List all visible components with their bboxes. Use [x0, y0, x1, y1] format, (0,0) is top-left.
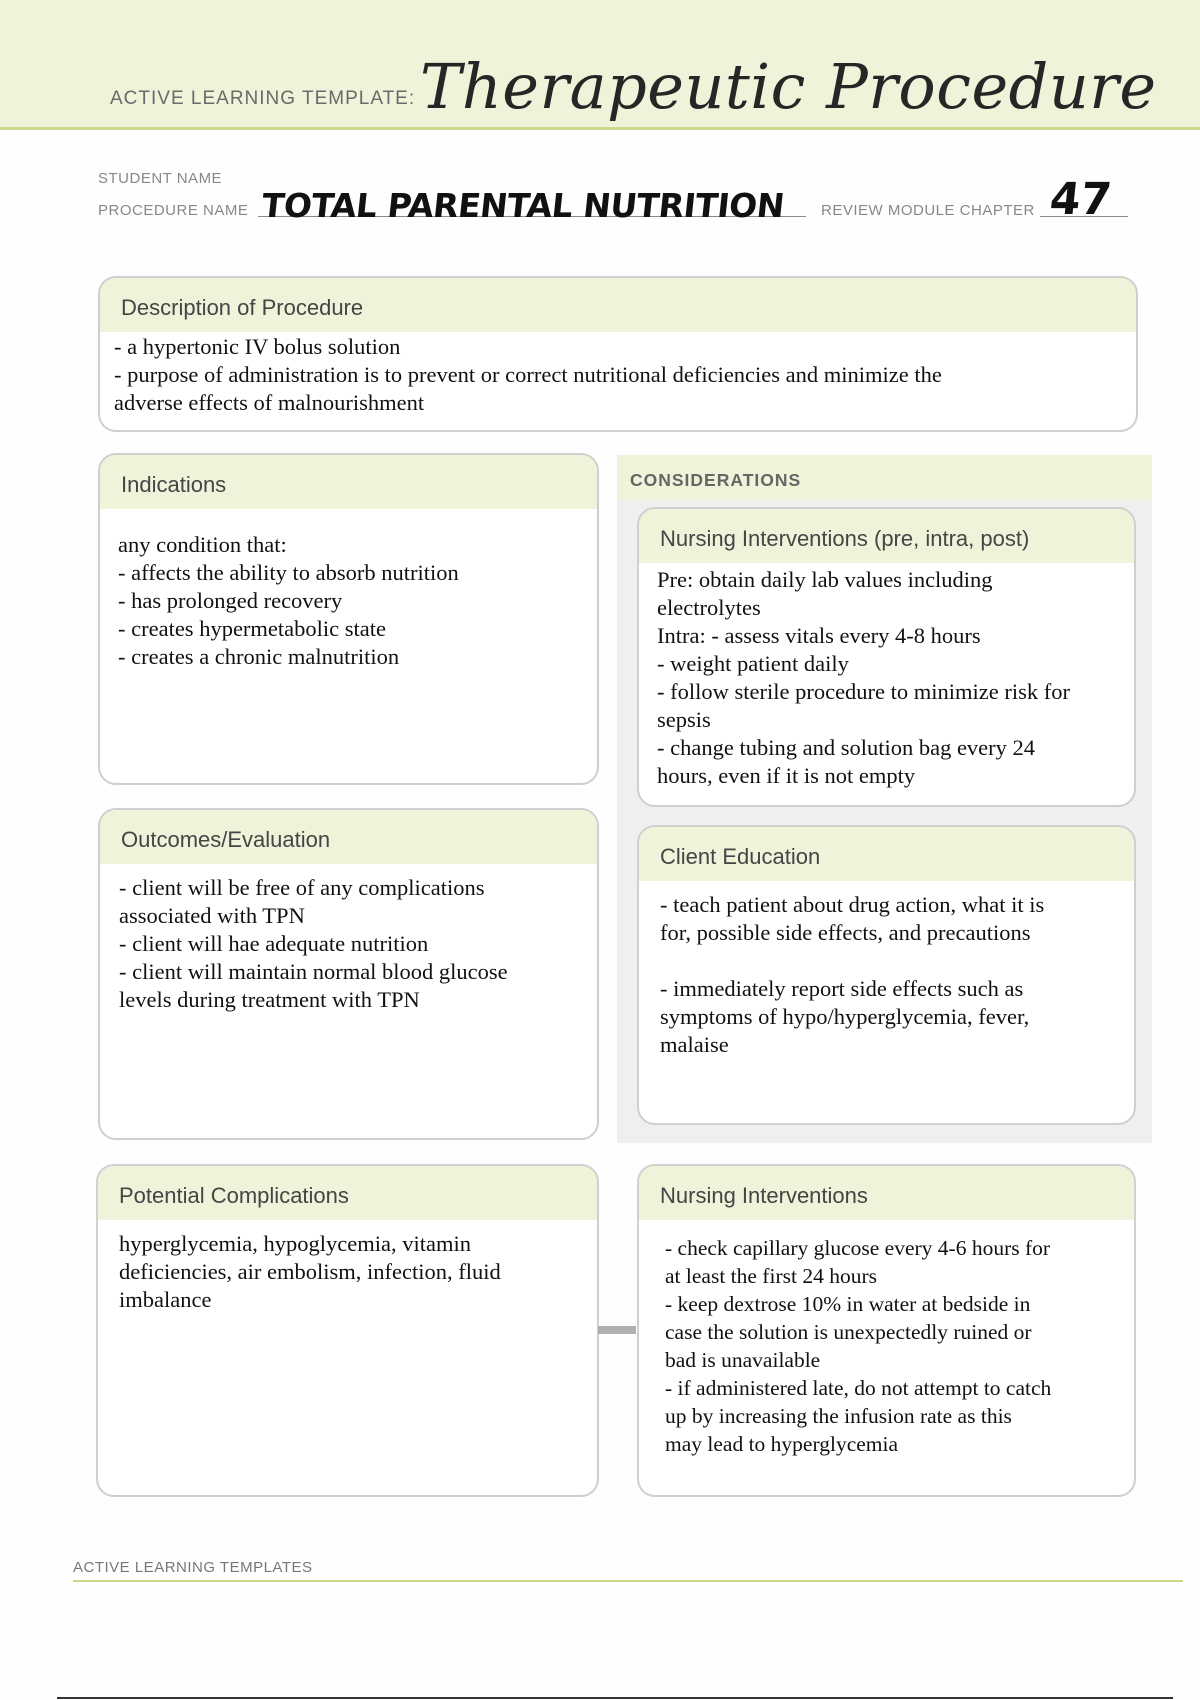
nursing-interventions-line: may lead to hyperglycemia [665, 1432, 899, 1456]
nursing-interventions-ppp-line: - weight patient daily [657, 651, 849, 676]
nursing-interventions-title: Nursing Interventions [639, 1166, 1134, 1220]
indications-line: any condition that: [118, 532, 287, 557]
indications-line: - creates a chronic malnutrition [118, 644, 400, 669]
client-education-line: malaise [660, 1032, 729, 1057]
client-education-line: - immediately report side effects such as [660, 976, 1024, 1001]
indications-line: - affects the ability to absorb nutrition [118, 560, 459, 585]
client-education-line: - teach patient about drug action, what it is [660, 892, 1045, 917]
client-education-line: for, possible side effects, and precautions [660, 920, 1031, 945]
description-line: - a hypertonic IV bolus solution [114, 334, 401, 359]
nursing-interventions-ppp-line: Intra: - assess vitals every 4-8 hours [657, 623, 981, 648]
nursing-interventions-ppp-title: Nursing Interventions (pre, intra, post) [639, 509, 1134, 563]
indications-title: Indications [100, 455, 597, 509]
nursing-interventions-ppp-line: hours, even if it is not empty [657, 763, 916, 788]
description-card [98, 276, 1138, 432]
page-title: Therapeutic Procedure [420, 50, 1157, 123]
nursing-interventions-line: - if administered late, do not attempt to catch [665, 1376, 1052, 1400]
complications-line: deficiencies, air embolism, infection, fluid [119, 1259, 501, 1284]
indications-body[interactable] [100, 509, 597, 671]
outcomes-line: levels during treatment with TPN [119, 987, 420, 1012]
procedure-name-value[interactable]: TOTAL PARENTAL NUTRITION [259, 186, 786, 225]
indications-card [98, 453, 599, 785]
nursing-interventions-line: case the solution is unexpectedly ruined or [665, 1320, 1032, 1344]
procedure-name-label: PROCEDURE NAME [98, 202, 249, 219]
template-label: ACTIVE LEARNING TEMPLATE: [110, 88, 416, 109]
indications-line: - creates hypermetabolic state [118, 616, 386, 641]
outcomes-line: - client will be free of any complications [119, 875, 485, 900]
description-body[interactable] [100, 332, 1136, 417]
client-education-card [637, 825, 1136, 1125]
nursing-interventions-ppp-line: - follow sterile procedure to minimize risk for [657, 679, 1070, 704]
outcomes-card [98, 808, 599, 1140]
chapter-value[interactable]: 47 [1047, 174, 1114, 225]
complications-title: Potential Complications [98, 1166, 597, 1220]
description-line: adverse effects of malnourishment [114, 390, 425, 415]
complications-line: hyperglycemia, hypoglycemia, vitamin [119, 1231, 471, 1256]
outcomes-line: - client will hae adequate nutrition [119, 931, 429, 956]
outcomes-line: associated with TPN [119, 903, 305, 928]
nursing-interventions-ppp-card [637, 507, 1136, 807]
indications-line: - has prolonged recovery [118, 588, 343, 613]
section-connector [598, 1326, 636, 1334]
footer-rule [73, 1580, 1183, 1582]
client-education-line [660, 947, 1118, 975]
page-bottom-rule [57, 1697, 1173, 1699]
description-line: - purpose of administration is to prevent or correct nutritional deficiencies and minimize the [114, 362, 942, 387]
description-title: Description of Procedure [100, 278, 1136, 332]
nursing-interventions-line: - keep dextrose 10% in water at bedside in [665, 1292, 1031, 1316]
complications-body[interactable] [98, 1220, 597, 1314]
nursing-interventions-line: up by increasing the infusion rate as this [665, 1404, 1012, 1428]
complications-line: imbalance [119, 1287, 212, 1312]
client-education-line: symptoms of hypo/hyperglycemia, fever, [660, 1004, 1030, 1029]
nursing-interventions-line: - check capillary glucose every 4-6 hours for [665, 1236, 1051, 1260]
footer-label: ACTIVE LEARNING TEMPLATES [73, 1559, 313, 1576]
nursing-interventions-card [637, 1164, 1136, 1497]
considerations-label: CONSIDERATIONS [630, 470, 802, 490]
chapter-label: REVIEW MODULE CHAPTER [821, 202, 1035, 219]
nursing-interventions-ppp-line: - change tubing and solution bag every 24 [657, 735, 1036, 760]
nursing-interventions-body[interactable] [639, 1220, 1134, 1459]
nursing-interventions-ppp-line: Pre: obtain daily lab values including [657, 567, 993, 592]
client-education-title: Client Education [639, 827, 1134, 881]
outcomes-body[interactable] [100, 864, 597, 1014]
nursing-interventions-ppp-line: electrolytes [657, 595, 761, 620]
client-education-body[interactable] [639, 881, 1134, 1059]
outcomes-title: Outcomes/Evaluation [100, 810, 597, 864]
complications-card [96, 1164, 599, 1497]
nursing-interventions-line: at least the first 24 hours [665, 1264, 877, 1288]
nursing-interventions-ppp-line: sepsis [657, 707, 711, 732]
nursing-interventions-line: bad is unavailable [665, 1348, 821, 1372]
student-name-label: STUDENT NAME [98, 170, 223, 187]
nursing-interventions-ppp-body[interactable] [639, 563, 1134, 790]
outcomes-line: - client will maintain normal blood glucose [119, 959, 508, 984]
